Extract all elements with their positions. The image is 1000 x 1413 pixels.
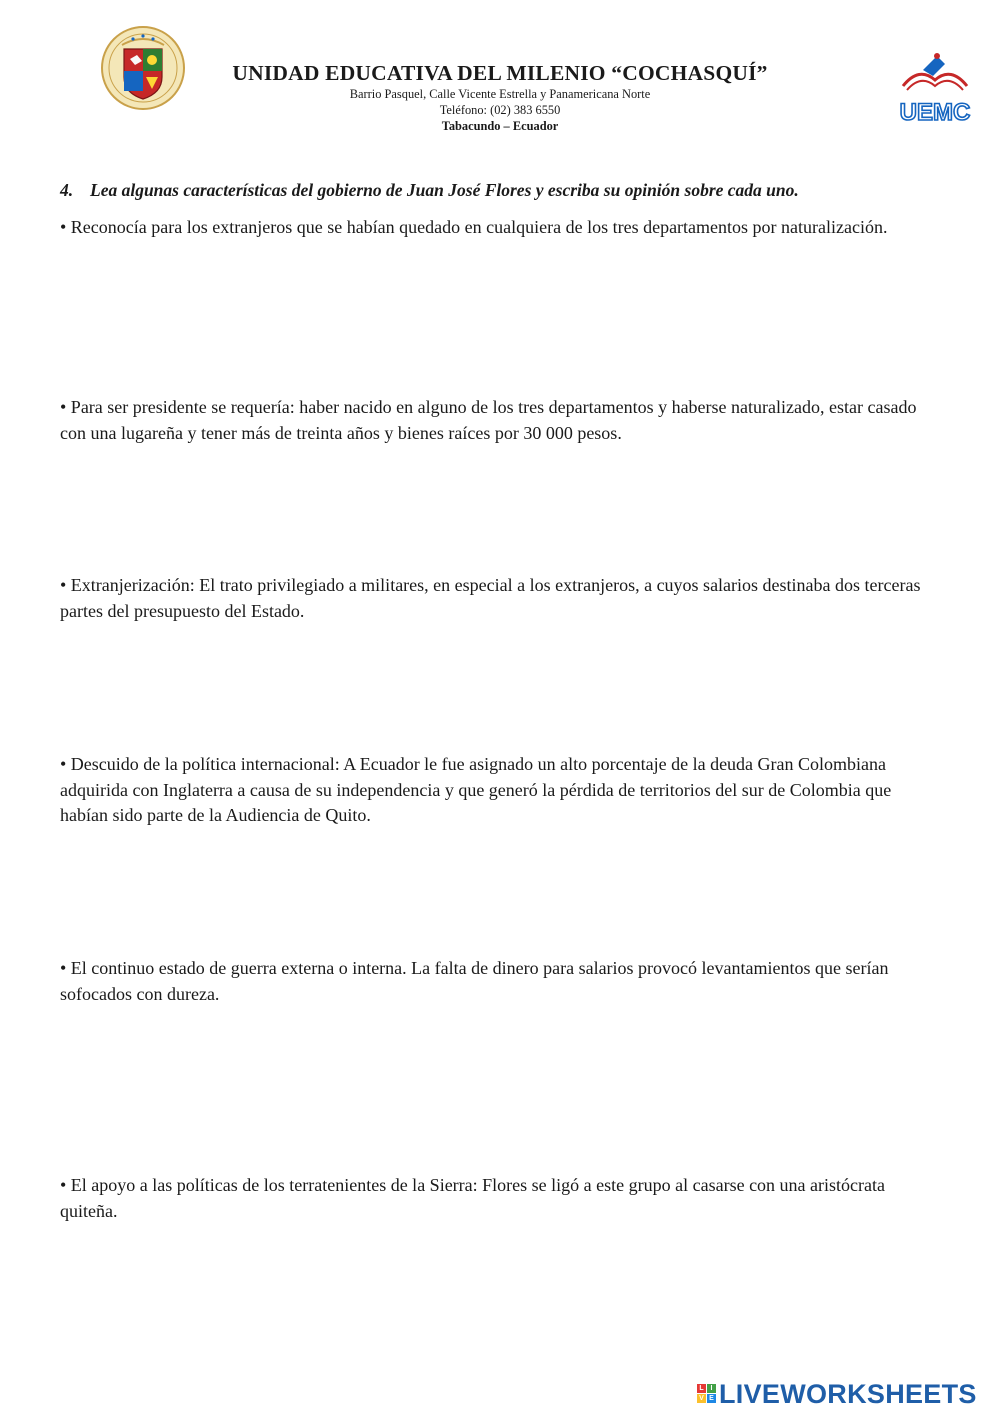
badge-letter: L xyxy=(697,1384,706,1393)
question-number: 4. xyxy=(60,180,74,200)
list-item: • Descuido de la política internacional: A Ecuador le fue asignado un alto porcentaje de la deuda Gran Colombiana adquirida con Inglaterra a causa de su independencia y que generó la pérdida de territorios del sur de Colombia que habían sido parte de la Audiencia de Quito. xyxy=(60,754,892,825)
question-heading xyxy=(60,180,960,201)
badge-letter: I xyxy=(707,1384,716,1393)
school-header xyxy=(200,60,800,134)
badge-letter: V xyxy=(697,1394,706,1403)
list-item: • El continuo estado de guerra externa o interna. La falta de dinero para salarios provocó levantamientos que serían sofocados con dureza. xyxy=(60,958,889,1004)
school-address: Barrio Pasquel, Calle Vicente Estrella y Panamericana Norte xyxy=(349,87,651,101)
uemc-logo-text: UEMC xyxy=(899,99,971,126)
school-phone: Teléfono: (02) 383 6550 xyxy=(439,103,561,117)
list-item: • El apoyo a las políticas de los terratenientes de la Sierra: Flores se ligó a este grupo al casarse con una aristócrata quiteña. xyxy=(60,1175,886,1221)
question-text: Lea algunas características del gobierno de Juan José Flores y escriba su opinión sobre cada uno. xyxy=(90,180,799,200)
school-name: UNIDAD EDUCATIVA DEL MILENIO “COCHASQUÍ” xyxy=(232,61,768,85)
liveworksheets-brand: LIVEWORKSHEETS xyxy=(719,1378,977,1409)
liveworksheets-badge-icon xyxy=(697,1384,717,1404)
school-city: Tabacundo – Ecuador xyxy=(441,119,559,133)
badge-letter: E xyxy=(707,1394,716,1403)
list-item: • Para ser presidente se requería: haber nacido en alguno de los tres departamentos y haberse naturalizado, estar casado con una lugareña y tener más de treinta años y bienes raíces por 30 000 pesos. xyxy=(60,397,917,443)
uemc-logo-icon xyxy=(893,48,977,132)
school-crest-icon xyxy=(100,25,186,111)
list-item: • Reconocía para los extranjeros que se habían quedado en cualquiera de los tres departamentos por naturalización. xyxy=(60,217,888,237)
list-item: • Extranjerización: El trato privilegiado a militares, en especial a los extranjeros, a cuyos salarios destinaba dos terceras partes del presupuesto del Estado. xyxy=(60,575,921,621)
liveworksheets-logo xyxy=(697,1377,977,1411)
